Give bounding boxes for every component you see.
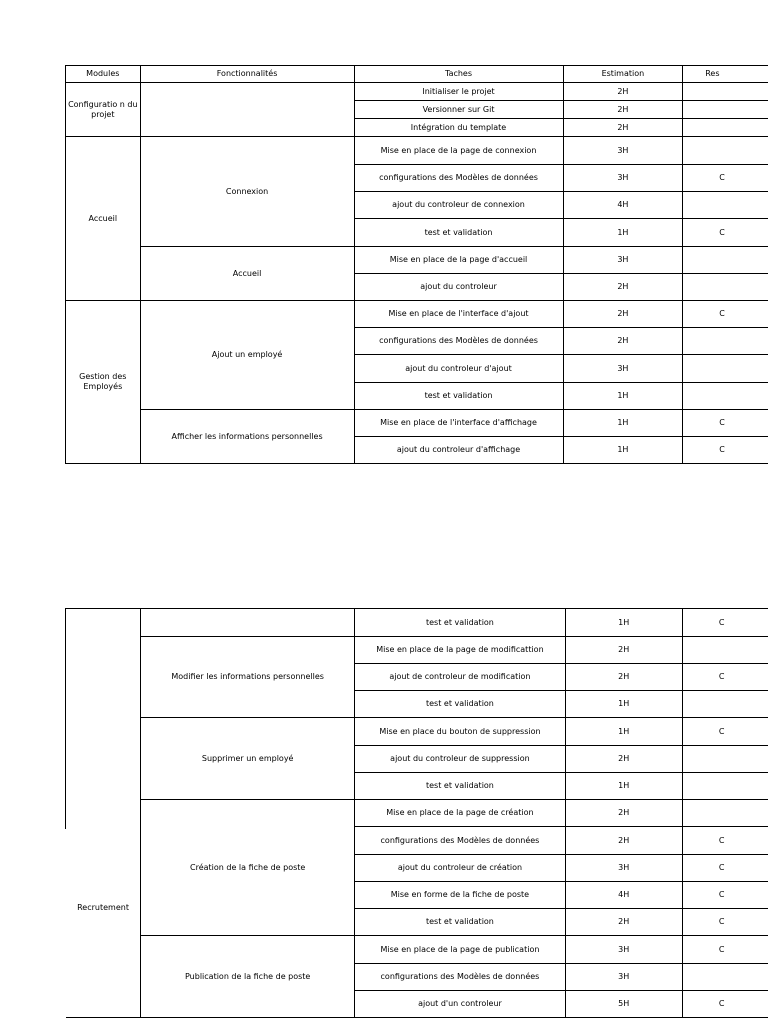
estimation-cell: 1H — [565, 773, 682, 800]
table-row — [66, 637, 768, 664]
task-cell: configurations des Modèles de données — [354, 165, 563, 192]
task-cell: configurations des Modèles de données — [355, 827, 565, 855]
estimation-cell: 1H — [563, 383, 683, 410]
estimation-cell: 3H — [563, 137, 683, 165]
task-table-1 — [65, 65, 768, 464]
feature-cell: Accueil — [140, 247, 354, 301]
task-cell: Mise en place de la page d'accueil — [354, 247, 563, 274]
table-row — [66, 247, 768, 274]
resource-cell: C — [682, 664, 768, 691]
estimation-cell: 2H — [563, 119, 683, 137]
resource-cell — [682, 800, 768, 827]
header-taches: Taches — [354, 66, 563, 83]
task-cell: test et validation — [355, 691, 565, 718]
task-cell: ajout du controleur de connexion — [354, 192, 563, 219]
estimation-cell: 2H — [565, 746, 682, 773]
feature-cell: Création de la fiche de poste — [141, 800, 355, 936]
task-cell: Mise en forme de la fiche de poste — [355, 882, 565, 909]
estimation-cell: 3H — [563, 247, 683, 274]
module-cell — [66, 609, 141, 800]
resource-cell: C — [683, 165, 768, 192]
header-ressources: Res — [683, 66, 768, 83]
table-row — [66, 137, 768, 165]
task-cell: ajout du controleur d'ajout — [354, 355, 563, 383]
estimation-cell: 2H — [565, 664, 682, 691]
estimation-cell: 3H — [563, 355, 683, 383]
task-cell: Initialiser le projet — [354, 83, 563, 101]
estimation-cell: 2H — [563, 328, 683, 355]
resource-cell — [683, 328, 768, 355]
task-cell: ajout d'un controleur — [355, 991, 565, 1018]
task-cell: ajout du controleur d'affichage — [354, 437, 563, 464]
resource-cell: C — [683, 301, 768, 328]
resource-cell — [682, 746, 768, 773]
estimation-cell: 2H — [565, 909, 682, 936]
feature-cell — [140, 83, 354, 137]
header-modules: Modules — [66, 66, 141, 83]
estimation-cell: 2H — [563, 83, 683, 101]
resource-cell: C — [682, 991, 768, 1018]
resource-cell — [683, 355, 768, 383]
table-row — [66, 410, 768, 437]
resource-cell: C — [682, 718, 768, 746]
task-cell: test et validation — [354, 219, 563, 247]
header-row — [66, 66, 768, 83]
feature-cell — [141, 609, 355, 637]
resource-cell: C — [683, 410, 768, 437]
estimation-cell: 5H — [565, 991, 682, 1018]
resource-cell: C — [682, 609, 768, 637]
resource-cell — [682, 637, 768, 664]
table-row — [66, 301, 768, 328]
estimation-cell: 2H — [563, 101, 683, 119]
resource-cell: C — [682, 855, 768, 882]
task-cell: ajout du controleur de création — [355, 855, 565, 882]
task-cell: ajout de controleur de modification — [355, 664, 565, 691]
estimation-cell: 1H — [565, 691, 682, 718]
estimation-cell: 1H — [565, 718, 682, 746]
estimation-cell: 2H — [565, 800, 682, 827]
resource-cell: C — [682, 827, 768, 855]
task-table-2 — [65, 608, 768, 1018]
task-cell: configurations des Modèles de données — [355, 964, 565, 991]
task-cell: ajout du controleur de suppression — [355, 746, 565, 773]
estimation-cell: 2H — [565, 827, 682, 855]
task-cell: test et validation — [355, 609, 565, 637]
estimation-cell: 3H — [565, 855, 682, 882]
resource-cell: C — [683, 219, 768, 247]
feature-cell: Modifier les informations personnelles — [141, 637, 355, 718]
resource-cell: C — [682, 936, 768, 964]
table-row — [66, 936, 768, 964]
estimation-cell: 2H — [565, 637, 682, 664]
task-cell: Versionner sur Git — [354, 101, 563, 119]
task-cell: ajout du controleur — [354, 274, 563, 301]
resource-cell: C — [682, 909, 768, 936]
feature-cell: Publication de la fiche de poste — [141, 936, 355, 1018]
task-cell: configurations des Modèles de données — [354, 328, 563, 355]
header-fonctionnalites: Fonctionnalités — [140, 66, 354, 83]
border-gap — [64, 829, 66, 1024]
estimation-cell: 1H — [563, 410, 683, 437]
task-cell: Mise en place de la page de modificattion — [355, 637, 565, 664]
task-cell: Mise en place de la page de création — [355, 800, 565, 827]
task-cell: Intégration du template — [354, 119, 563, 137]
estimation-cell: 1H — [563, 219, 683, 247]
table-row — [66, 83, 768, 101]
resource-cell — [682, 691, 768, 718]
task-cell: test et validation — [354, 383, 563, 410]
feature-cell: Connexion — [140, 137, 354, 247]
module-cell: Accueil — [66, 137, 141, 301]
task-cell: Mise en place de la page de connexion — [354, 137, 563, 165]
module-cell: Configuratio n du projet — [66, 83, 141, 137]
resource-cell — [682, 773, 768, 800]
estimation-cell: 3H — [565, 936, 682, 964]
estimation-cell: 2H — [563, 274, 683, 301]
estimation-cell: 1H — [563, 437, 683, 464]
task-cell: test et validation — [355, 909, 565, 936]
resource-cell: C — [682, 882, 768, 909]
header-estimation: Estimation — [563, 66, 683, 83]
estimation-cell: 1H — [565, 609, 682, 637]
resource-cell: C — [683, 437, 768, 464]
task-cell: Mise en place de la page de publication — [355, 936, 565, 964]
resource-cell — [683, 101, 768, 119]
resource-cell — [683, 247, 768, 274]
table-row — [66, 718, 768, 746]
estimation-cell: 3H — [563, 165, 683, 192]
table-row — [66, 800, 768, 827]
resource-cell — [683, 137, 768, 165]
task-cell: Mise en place de l'interface d'affichage — [354, 410, 563, 437]
estimation-cell: 4H — [565, 882, 682, 909]
estimation-cell: 2H — [563, 301, 683, 328]
feature-cell: Ajout un employé — [140, 301, 354, 410]
feature-cell: Supprimer un employé — [141, 718, 355, 800]
task-cell: Mise en place du bouton de suppression — [355, 718, 565, 746]
resource-cell — [683, 192, 768, 219]
estimation-cell: 4H — [563, 192, 683, 219]
resource-cell — [683, 83, 768, 101]
resource-cell — [683, 383, 768, 410]
module-cell: Recrutement — [66, 800, 141, 1018]
module-cell: Gestion des Employés — [66, 301, 141, 464]
table-row — [66, 609, 768, 637]
resource-cell — [683, 274, 768, 301]
feature-cell: Afficher les informations personnelles — [140, 410, 354, 464]
estimation-cell: 3H — [565, 964, 682, 991]
resource-cell — [682, 964, 768, 991]
task-cell: Mise en place de l'interface d'ajout — [354, 301, 563, 328]
resource-cell — [683, 119, 768, 137]
task-cell: test et validation — [355, 773, 565, 800]
